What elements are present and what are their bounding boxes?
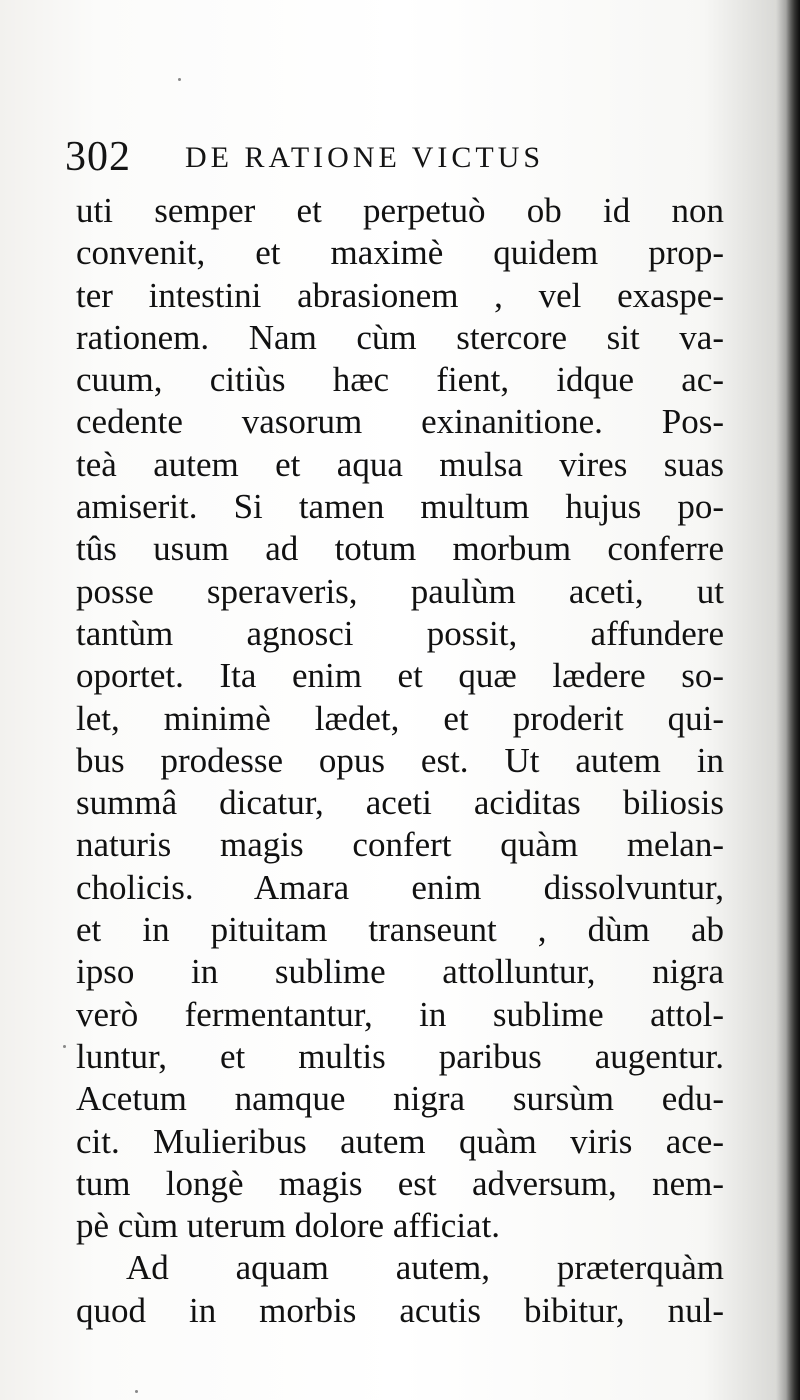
text-line: oportet. Ita enim et quæ lædere so-	[76, 656, 724, 696]
text-line: tum longè magis est adversum, nem-	[76, 1163, 724, 1203]
running-title: DE RATIONE VICTUS	[185, 141, 545, 174]
text-line: summâ dicatur, aceti aciditas biliosis	[76, 783, 724, 823]
text-line: tûs usum ad totum morbum conferre	[76, 529, 724, 569]
text-line: verò fermentantur, in sublime attol-	[76, 994, 724, 1034]
text-line: cit. Mulieribus autem quàm viris ace-	[76, 1121, 724, 1161]
text-line: let, minimè lædet, et proderit qui-	[76, 698, 724, 738]
page-header	[65, 132, 725, 182]
text-line: tantùm agnosci possit, affundere	[76, 613, 724, 653]
text-line: Acetum namque nigra sursùm edu-	[76, 1079, 724, 1119]
paper-speck	[135, 1390, 138, 1393]
paragraph-start-line: Ad aquam autem, præterquàm	[126, 1248, 724, 1288]
text-line: et in pituitam transeunt , dùm ab	[76, 910, 724, 950]
text-line: quod in morbis acutis bibitur, nul-	[76, 1290, 724, 1330]
text-line: bus prodesse opus est. Ut autem in	[76, 740, 724, 780]
text-line: uti semper et perpetuò ob id non	[76, 191, 724, 230]
text-line: ter intestini abrasionem , vel exaspe-	[76, 275, 724, 315]
page-edge-shadow	[786, 0, 800, 1400]
text-line: naturis magis confert quàm melan-	[76, 825, 724, 865]
paper-speck	[63, 1045, 66, 1048]
text-line: convenit, et maximè quidem prop-	[76, 233, 724, 273]
text-body	[76, 190, 724, 1332]
paper-speck	[178, 78, 181, 81]
text-line: teà autem et aqua mulsa vires suas	[76, 444, 724, 484]
text-line: cedente vasorum exinanitione. Pos-	[76, 402, 724, 442]
text-line: rationem. Nam cùm stercore sit va-	[76, 317, 724, 357]
text-line: posse speraveris, paulùm aceti, ut	[76, 571, 724, 611]
text-line: cuum, citiùs hæc fient, idque ac-	[76, 360, 724, 400]
text-line: cholicis. Amara enim dissolvuntur,	[76, 867, 724, 907]
paragraph-end-line: pè cùm uterum dolore afficiat.	[76, 1206, 501, 1246]
text-line: luntur, et multis paribus augentur.	[76, 1036, 724, 1076]
page-number: 302	[65, 134, 131, 180]
text-line: amiserit. Si tamen multum hujus po-	[76, 487, 724, 527]
text-line: ipso in sublime attolluntur, nigra	[76, 952, 724, 992]
